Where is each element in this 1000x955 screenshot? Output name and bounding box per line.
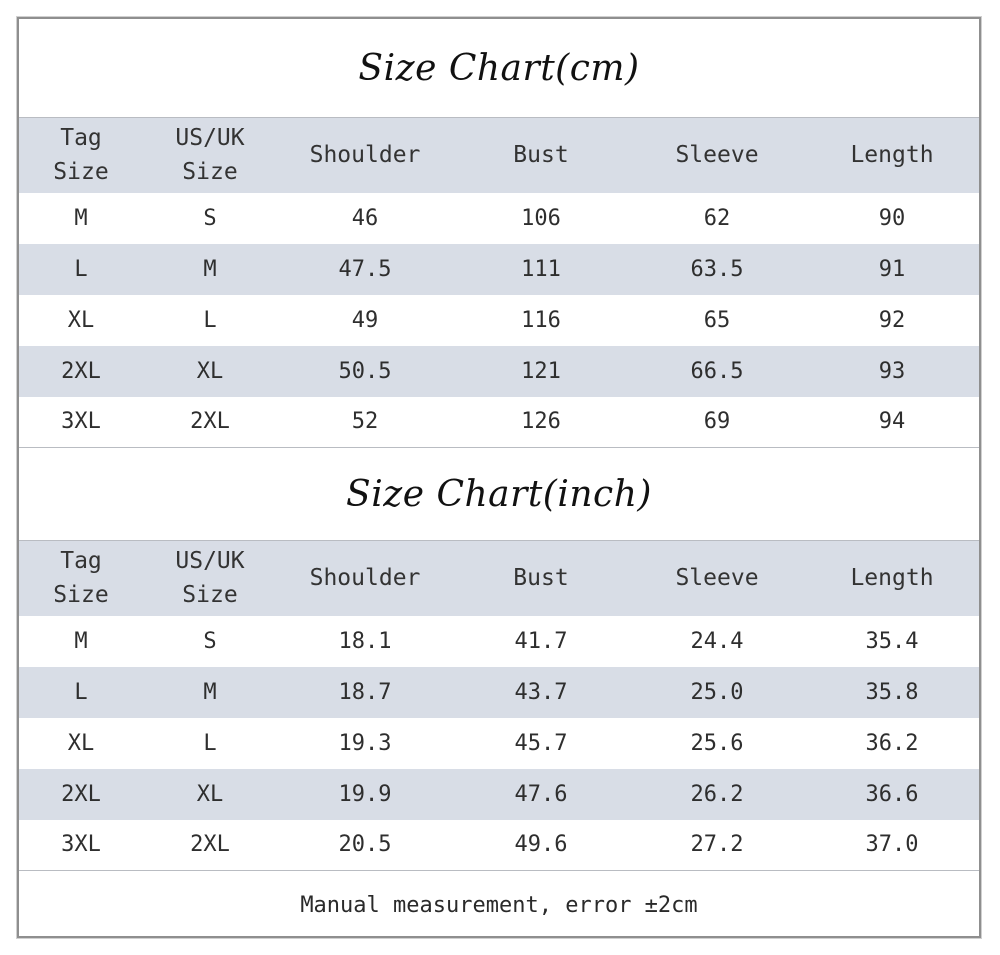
header-us-uk-size — [143, 541, 277, 616]
table-row — [19, 397, 979, 448]
cell-sleeve: 27.2 — [690, 832, 744, 858]
table-row — [19, 193, 979, 244]
cell-shoulder: 47.5 — [338, 256, 392, 282]
cell-bust: 41.7 — [514, 628, 568, 654]
cell-bust: 116 — [521, 307, 561, 333]
header-us-line2: Size — [182, 582, 238, 609]
cell-bust: 111 — [521, 256, 561, 282]
cell-length: 37.0 — [865, 832, 919, 858]
header-us-line1: US/UK — [175, 548, 245, 575]
inch-size-table — [19, 540, 979, 871]
measurement-note: Manual measurement, error ±2cm — [300, 892, 698, 918]
cell-us-uk-size: S — [203, 205, 217, 231]
cell-shoulder: 49 — [351, 307, 379, 333]
table-row — [19, 295, 979, 346]
cell-shoulder: 20.5 — [338, 832, 392, 858]
cell-tag-size: 2XL — [61, 781, 101, 807]
header-tag-line2: Size — [53, 159, 109, 186]
cell-sleeve: 65 — [703, 307, 731, 333]
cell-length: 90 — [878, 205, 906, 231]
cell-bust: 47.6 — [514, 781, 568, 807]
cell-us-uk-size: M — [203, 256, 217, 282]
cell-sleeve: 66.5 — [690, 358, 744, 384]
cell-bust: 126 — [521, 409, 561, 435]
cell-length: 35.8 — [865, 679, 919, 705]
header-tag-line1: Tag — [60, 548, 102, 575]
cell-tag-size: 2XL — [61, 358, 101, 384]
table-row — [19, 346, 979, 397]
header-length: Length — [850, 142, 934, 169]
cell-us-uk-size: XL — [196, 781, 224, 807]
cell-bust: 45.7 — [514, 730, 568, 756]
header-bust: Bust — [513, 565, 569, 592]
cell-sleeve: 62 — [703, 205, 731, 231]
header-us-line1: US/UK — [175, 125, 245, 152]
header-bust: Bust — [513, 142, 569, 169]
header-shoulder: Shoulder — [309, 565, 421, 592]
cell-bust: 49.6 — [514, 832, 568, 858]
size-chart-frame — [17, 17, 981, 938]
cell-tag-size: 3XL — [61, 832, 101, 858]
cell-shoulder: 52 — [351, 409, 379, 435]
header-shoulder: Shoulder — [309, 142, 421, 169]
cell-sleeve: 25.6 — [690, 730, 744, 756]
table-row — [19, 820, 979, 871]
cell-us-uk-size: L — [203, 307, 217, 333]
cell-us-uk-size: M — [203, 679, 217, 705]
header-tag-line1: Tag — [60, 125, 102, 152]
header-sleeve: Sleeve — [675, 565, 759, 592]
cell-length: 91 — [878, 256, 906, 282]
cell-tag-size: XL — [67, 730, 95, 756]
header-tag-line2: Size — [53, 582, 109, 609]
table-row — [19, 244, 979, 295]
inch-table-header-row — [19, 541, 979, 616]
cell-us-uk-size: S — [203, 628, 217, 654]
header-tag-size — [19, 541, 143, 616]
cell-us-uk-size: L — [203, 730, 217, 756]
cell-length: 35.4 — [865, 628, 919, 654]
cell-tag-size: 3XL — [61, 409, 101, 435]
cell-tag-size: M — [74, 628, 88, 654]
cell-length: 36.6 — [865, 781, 919, 807]
cell-length: 94 — [878, 409, 906, 435]
cell-shoulder: 18.7 — [338, 679, 392, 705]
cm-table-header-row — [19, 118, 979, 193]
cell-tag-size: L — [74, 256, 88, 282]
cell-length: 36.2 — [865, 730, 919, 756]
cell-shoulder: 19.9 — [338, 781, 392, 807]
header-us-line2: Size — [182, 159, 238, 186]
cell-sleeve: 69 — [703, 409, 731, 435]
header-us-uk-size — [143, 118, 277, 193]
cell-bust: 106 — [521, 205, 561, 231]
cell-shoulder: 46 — [351, 205, 379, 231]
cell-shoulder: 50.5 — [338, 358, 392, 384]
table-row — [19, 718, 979, 769]
cell-sleeve: 25.0 — [690, 679, 744, 705]
header-sleeve: Sleeve — [675, 142, 759, 169]
cm-chart-title: Size Chart(cm) — [358, 47, 640, 89]
cell-tag-size: XL — [67, 307, 95, 333]
cell-shoulder: 19.3 — [338, 730, 392, 756]
cell-bust: 121 — [521, 358, 561, 384]
cell-shoulder: 18.1 — [338, 628, 392, 654]
inch-chart-title: Size Chart(inch) — [346, 473, 652, 515]
cell-length: 93 — [878, 358, 906, 384]
table-row — [19, 769, 979, 820]
cell-tag-size: M — [74, 205, 88, 231]
table-row — [19, 616, 979, 667]
cell-tag-size: L — [74, 679, 88, 705]
cell-us-uk-size: 2XL — [190, 409, 230, 435]
header-tag-size — [19, 118, 143, 193]
cell-us-uk-size: XL — [196, 358, 224, 384]
cm-size-table — [19, 117, 979, 448]
cell-us-uk-size: 2XL — [190, 832, 230, 858]
header-length: Length — [850, 565, 934, 592]
cell-sleeve: 63.5 — [690, 256, 744, 282]
cell-bust: 43.7 — [514, 679, 568, 705]
cell-length: 92 — [878, 307, 906, 333]
table-row — [19, 667, 979, 718]
cell-sleeve: 24.4 — [690, 628, 744, 654]
cell-sleeve: 26.2 — [690, 781, 744, 807]
